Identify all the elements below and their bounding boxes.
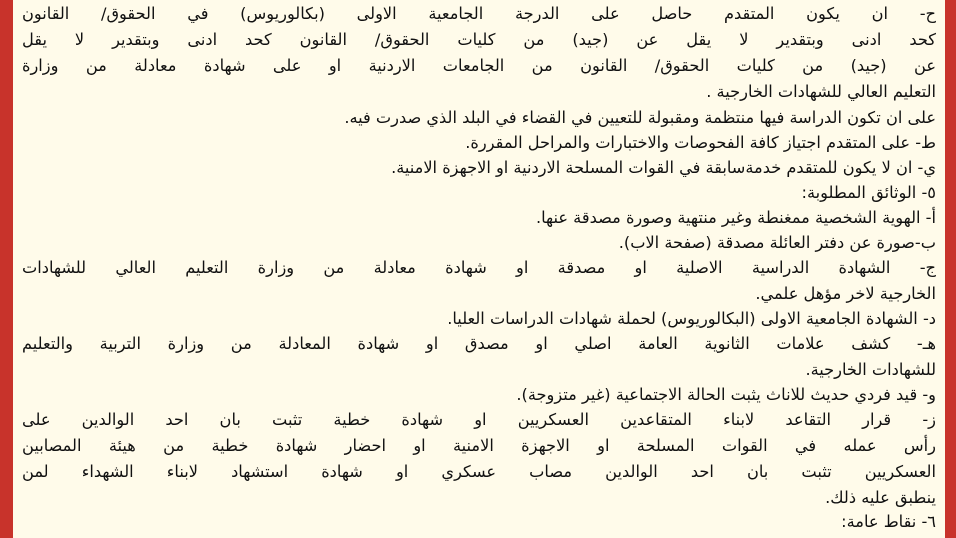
section-heading: ٦- نقاط عامة: <box>841 512 936 531</box>
text-line: ط- على المتقدم اجتياز كافة الفحوصات والاختبارات والمراحل المقررة. <box>465 133 936 152</box>
text-line: ب-صورة عن دفتر العائلة مصدقة (صفحة الاب). <box>618 233 936 252</box>
section-heading: ٥- الوثائق المطلوبة: <box>801 183 936 202</box>
text-line: هـ- كشف علامات الثانوية العامة اصلي او مصدق او شهادة المعادلة من وزارة التربية والتعليم <box>22 334 936 353</box>
text-line: ج- الشهادة الدراسية الاصلية او مصدقة او شهادة معادلة من وزارة التعليم العالي للشهادات <box>22 258 936 277</box>
text-line: الخارجية لاخر مؤهل علمي. <box>755 284 936 303</box>
text-line: د- الشهادة الجامعية الاولى (البكالوريوس) لحملة شهادات الدراسات العليا. <box>447 309 936 328</box>
text-line: ي- ان لا يكون للمتقدم خدمةسابقة في القوات المسلحة الاردنية او الاجهزة الامنية. <box>391 158 936 177</box>
text-line: و- قيد فردي حديث للاناث يثبت الحالة الاجتماعية (غير متزوجة). <box>516 385 936 404</box>
document-text <box>22 0 936 538</box>
text-line: للشهادات الخارجية. <box>805 360 936 379</box>
text-line: ز- قرار التقاعد لابناء المتقاعدين العسكريين او شهادة خطية تثبت بان احد الوالدين على <box>22 410 936 429</box>
text-line: ح- ان يكون المتقدم حاصل على الدرجة الجامعية الاولى (بكالوريوس) في الحقوق/ القانون <box>22 4 936 23</box>
text-line: كحد ادنى وبتقدير لا يقل عن (جيد) من كليات الحقوق/ القانون كحد ادنى وبتقدير لا يقل <box>22 30 936 49</box>
text-line: ينطبق عليه ذلك. <box>825 488 936 507</box>
text-line: التعليم العالي للشهادات الخارجية . <box>706 82 936 101</box>
text-line: رأس عمله في القوات المسلحة او الاجهزة الامنية او احضار شهادة خطية من هيئة المصابين <box>22 436 936 455</box>
text-line: على ان تكون الدراسة فيها منتظمة ومقبولة للتعيين في القضاء في البلد الذي صدرت فيه. <box>344 108 936 127</box>
text-line: أ- الهوية الشخصية ممغنطة وغير منتهية وصورة مصدقة عنها. <box>535 208 936 227</box>
text-line: عن (جيد) من كليات الحقوق/ القانون من الجامعات الاردنية او على شهادة معادلة من وزارة <box>22 56 936 75</box>
text-line: العسكريين تثبت بان احد الوالدين مصاب عسكري او شهادة استشهاد لابناء الشهداء لمن <box>22 462 936 481</box>
